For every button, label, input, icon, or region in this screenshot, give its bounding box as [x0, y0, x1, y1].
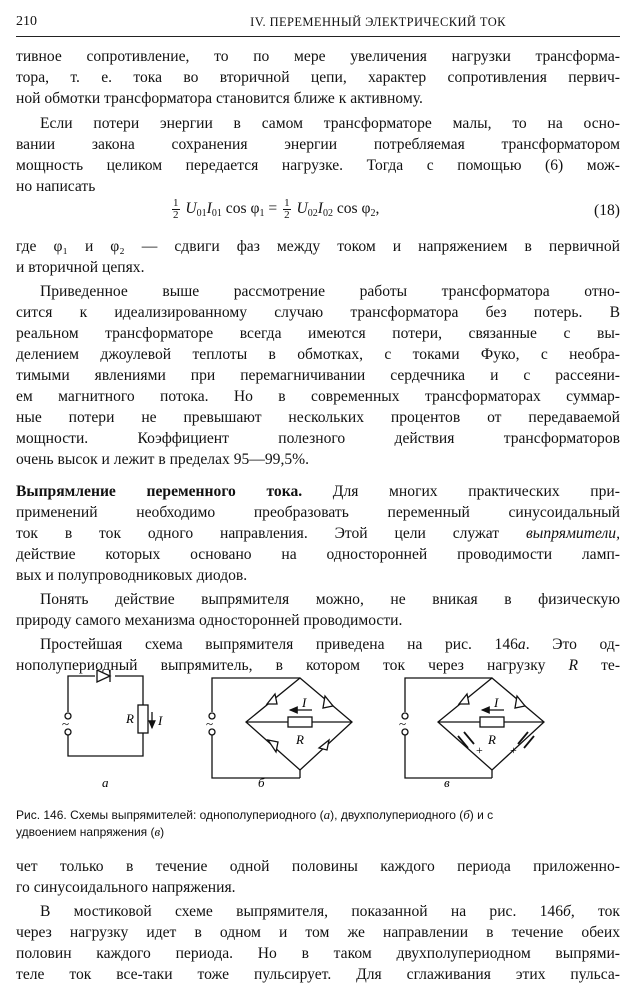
resistor-symbol	[480, 717, 504, 727]
text-line: чет только в течение одной половины каждого периода приложенно-	[16, 858, 620, 875]
text-line: Приведенное выше рассмотрение работы трансформатора отно-	[40, 283, 620, 300]
text-line: вых и полупроводниковых диодов.	[16, 567, 248, 584]
capacitor-symbol	[458, 732, 474, 748]
text-line: где φ₁ и φ₂ — сдвиги фаз между током и напряжением в первичной	[16, 238, 620, 255]
text-line: нополупериодный выпрямитель, в котором ток через нагрузку R те-	[16, 657, 621, 674]
text-line: тора, т. е. тока во вторичной цепи, характер сопротивления первич-	[16, 69, 620, 86]
text-line: ной обмотки трансформатора становится ближе к активному.	[16, 90, 423, 107]
running-title: IV. ПЕРЕМЕННЫЙ ЭЛЕКТРИЧЕСКИЙ ТОК	[250, 15, 506, 29]
page-number: 210	[16, 14, 37, 29]
text-line: применений необходимо преобразовать переменный синусоидальный	[16, 504, 620, 521]
text-line: очень высок и лежит в пределах 95—99,5%.	[16, 451, 310, 468]
diode-symbol	[459, 694, 469, 704]
label-b: б	[258, 775, 265, 790]
text-line: мощность целиком передается нагрузке. Тогда с помощью (6) мож-	[16, 157, 620, 174]
label-I: I	[494, 695, 499, 710]
text-line: природу самого механизма односторонней проводимости.	[16, 612, 403, 629]
ac-source-symbol: ~	[62, 716, 70, 731]
label-I: I	[158, 713, 163, 728]
section-heading-line: Выпрямление переменного тока. Для многих практических при-	[16, 483, 620, 500]
text-line: и вторичной цепях.	[16, 259, 145, 276]
text-line: но написать	[16, 178, 96, 195]
label-R: R	[488, 732, 496, 747]
circuit-half-wave	[65, 670, 152, 756]
plus-sign: +	[510, 743, 517, 757]
text-line: В мостиковой схеме выпрямителя, показанной на рис. 146б, ток	[40, 903, 621, 920]
label-R: R	[126, 711, 134, 726]
plus-sign: +	[476, 743, 483, 757]
fraction-half: $\frac{1}{2}$	[173, 197, 179, 221]
equation-18: $\frac{1}{2}$ $U_{01}I_{01}$ $\cos \varphi_1$ = $\frac{1}{2}$ $U_{02}I_{02}$ $\cos \varphi_2$,	[173, 197, 380, 221]
text-line: через нагрузку идет в одном и том же направлении в течение обеих	[16, 924, 620, 941]
text-line: ем магнитного потока. Но в современных трансформаторах суммар-	[16, 388, 620, 405]
fraction-half: $\frac{1}{2}$	[284, 197, 290, 221]
text-line: Простейшая схема выпрямителя приведена на рис. 146а. Это од-	[40, 636, 620, 653]
resistor-symbol	[138, 705, 148, 733]
label-a: а	[102, 775, 109, 790]
diode-symbol	[515, 696, 525, 708]
text-line: действие которых основано на односторонней проводимости ламп-	[16, 546, 620, 563]
diode-symbol	[323, 696, 333, 708]
label-c: в	[444, 775, 450, 790]
text-line: ток в ток одного направления. Этой цели служат выпрямители,	[16, 525, 620, 542]
capacitor-symbol	[518, 732, 534, 748]
text-line: ные потери не превышают нескольких процентов от передаваемой	[16, 409, 620, 426]
text-line: сится к идеализированному случаю трансформатора без потерь. В	[16, 304, 620, 321]
resistor-symbol	[288, 717, 312, 727]
figure-caption: удвоением напряжения (в)	[16, 824, 165, 839]
text-line: тивное сопротивление, то по мере увеличения нагрузки трансформа-	[16, 48, 620, 65]
label-R: R	[296, 732, 304, 747]
section-heading: Выпрямление переменного тока.	[16, 483, 303, 500]
page-header	[16, 12, 620, 37]
text-line: реальном трансформаторе всегда имеются потери, связанные с вы-	[16, 325, 620, 342]
ac-source-symbol: ~	[206, 716, 214, 731]
text-line: го синусоидального напряжения.	[16, 879, 236, 896]
text-line: теле ток все-таки тоже пульсирует. Для сглаживания этих пульса-	[16, 966, 620, 983]
text-line: Понять действие выпрямителя можно, не вникая в физическую	[40, 591, 620, 608]
text-line: Если потери энергии в самом трансформаторе малы, то на осно-	[40, 115, 620, 132]
text-line: мощности. Коэффициент полезного действия трансформаторов	[16, 430, 620, 447]
circuit-bridge	[209, 678, 352, 778]
equation-number: (18)	[594, 202, 620, 219]
text-line: вании закона сохранения энергии потребляемая трансформатором	[16, 136, 620, 153]
text-line: делением джоулевой теплоты в обмотках, с токами Фуко, с необра-	[16, 346, 620, 363]
diode-symbol	[268, 740, 278, 752]
label-I: I	[302, 695, 307, 710]
figure-caption: Рис. 146. Схемы выпрямителей: однополупериодного (а), двухполупериодного (б) и с	[16, 807, 494, 822]
text-line: половин каждого периода. Но в таком двухполупериодном выпрями-	[16, 945, 620, 962]
text-line: тимыми явлениями при перемагничивании сердечника и с рассеяни-	[16, 367, 620, 384]
diode-symbol	[267, 694, 277, 704]
ac-source-symbol: ~	[399, 716, 407, 731]
circuit-voltage-doubler	[402, 678, 544, 778]
figure-146	[40, 670, 600, 815]
diode-symbol	[319, 740, 329, 750]
